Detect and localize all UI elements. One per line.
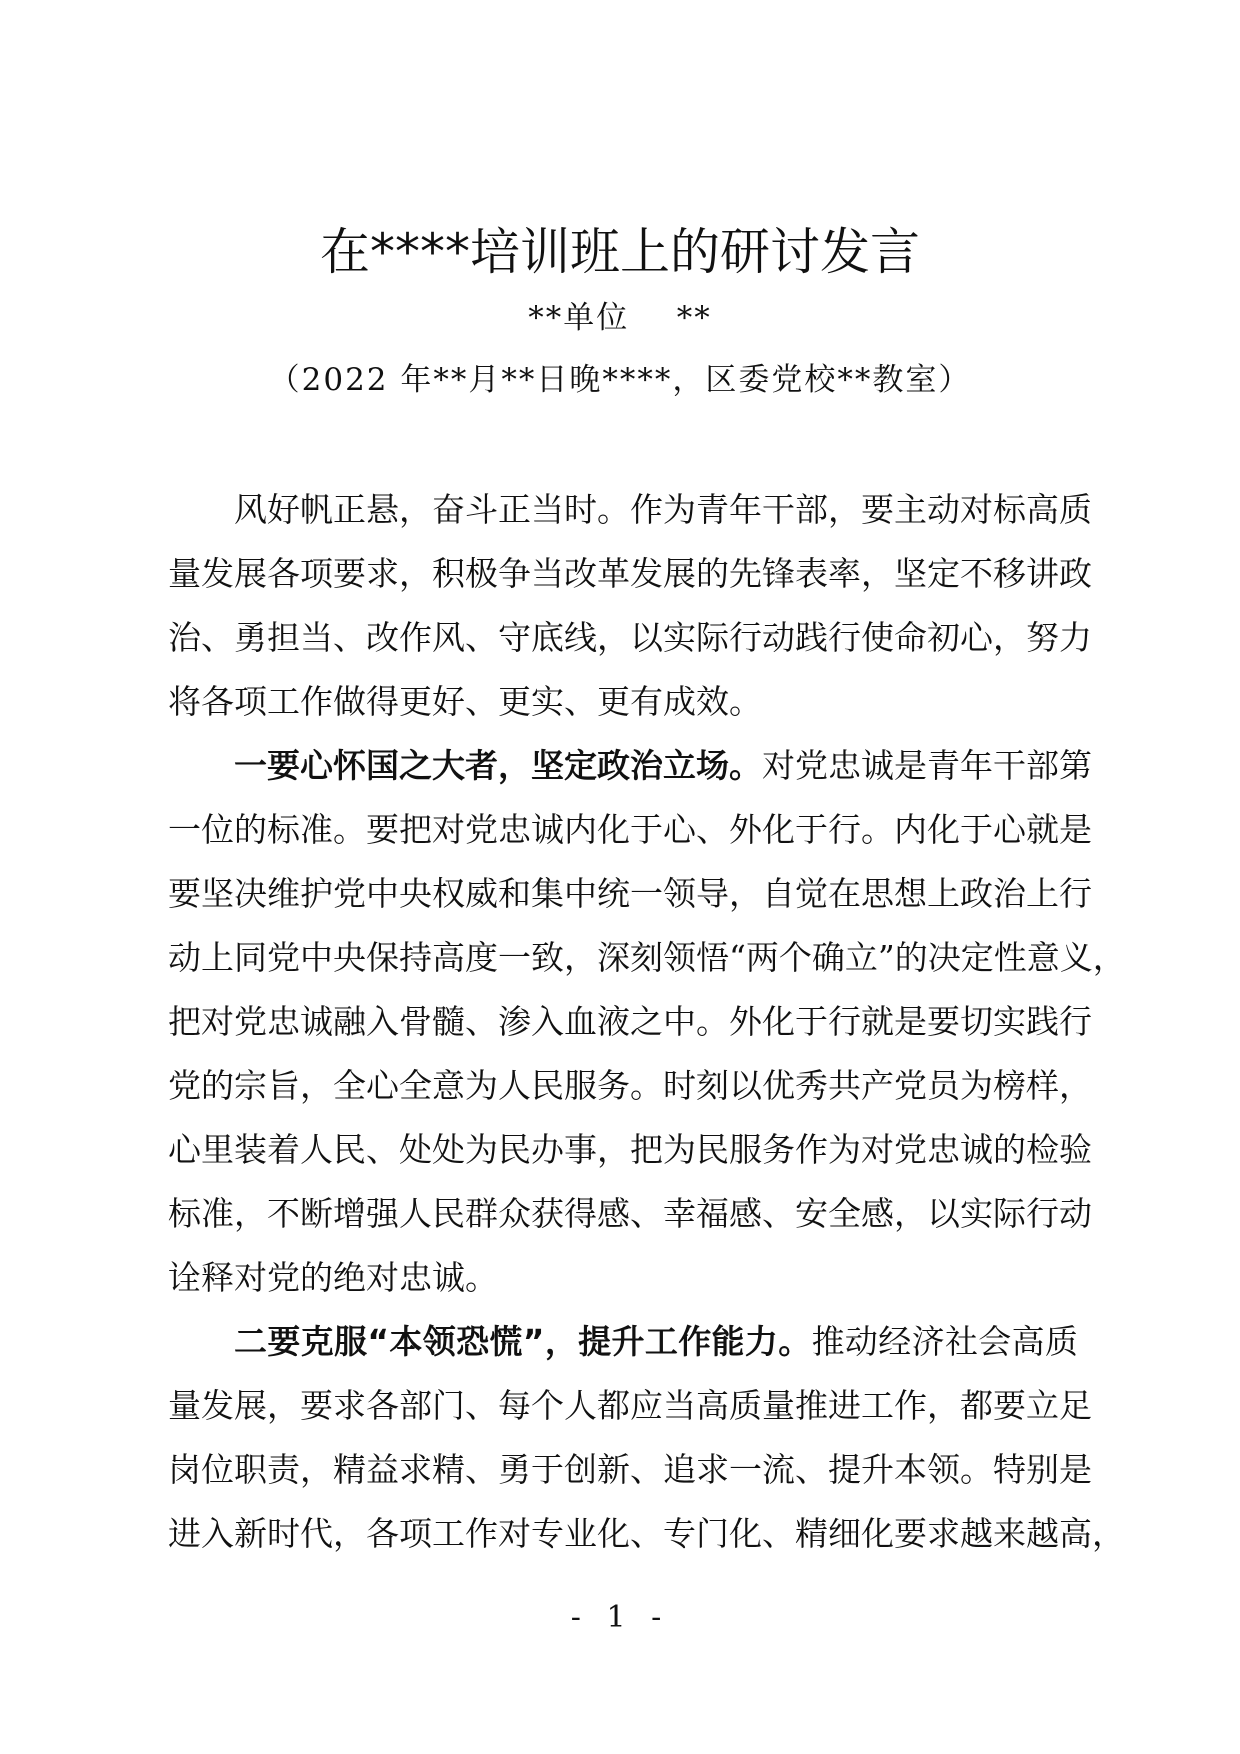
paragraph-line: 心里装着人民、处处为民办事，把为民服务作为对党忠诚的检验 xyxy=(168,1130,1092,1169)
paragraph-lead-heading: 二要克服“本领恐慌”，提升工作能力。 xyxy=(234,1322,812,1361)
paragraph-line: 动上同党中央保持高度一致，深刻领悟“两个确立”的决定性意义， xyxy=(168,938,1126,977)
paragraph-line: 将各项工作做得更好、更实、更有成效。 xyxy=(168,682,762,721)
paragraph-line: 把对党忠诚融入骨髓、渗入血液之中。外化于行就是要切实践行 xyxy=(168,1002,1092,1041)
paragraph-line: 一位的标准。要把对党忠诚内化于心、外化于行。内化于心就是 xyxy=(168,810,1092,849)
paragraph-line: 治、勇担当、改作风、守底线，以实际行动践行使命初心，努力 xyxy=(168,618,1092,657)
page-title: 在****培训班上的研讨发言 xyxy=(320,223,920,281)
paragraph-line: 诠释对党的绝对忠诚。 xyxy=(168,1258,498,1297)
paragraph-line: 党的宗旨，全心全意为人民服务。时刻以优秀共产党员为榜样， xyxy=(168,1066,1092,1105)
paragraph-line: 岗位职责，精益求精、勇于创新、追求一流、提升本领。特别是 xyxy=(168,1450,1092,1489)
paragraph-line: 量发展各项要求，积极争当改革发展的先锋表率，坚定不移讲政 xyxy=(168,554,1092,593)
paragraph-lead-heading: 一要心怀国之大者，坚定政治立场。 xyxy=(234,746,762,785)
paragraph-line-text: 推动经济社会高质 xyxy=(811,1322,1078,1361)
author-line: **单位 ** xyxy=(528,300,712,336)
page-number: - 1 - xyxy=(570,1600,670,1635)
meeting-info: （2022 年**月**日晚****，区委党校**教室） xyxy=(268,362,972,398)
document-body xyxy=(168,478,1126,1566)
paragraph-line: 要坚决维护党中央权威和集中统一领导，自觉在思想上政治上行 xyxy=(168,874,1092,913)
paragraph-line: 标准，不断增强人民群众获得感、幸福感、安全感，以实际行动 xyxy=(168,1194,1092,1233)
paragraph-line xyxy=(168,734,1092,798)
paragraph-line: 量发展，要求各部门、每个人都应当高质量推进工作，都要立足 xyxy=(168,1386,1092,1425)
paragraph-line: 风好帆正悬，奋斗正当时。作为青年干部，要主动对标高质 xyxy=(234,490,1092,529)
paragraph-line xyxy=(168,1310,1078,1374)
paragraph-line-text: 对党忠诚是青年干部第 xyxy=(762,746,1092,785)
paragraph-line: 进入新时代，各项工作对专业化、专门化、精细化要求越来越高， xyxy=(168,1514,1125,1553)
